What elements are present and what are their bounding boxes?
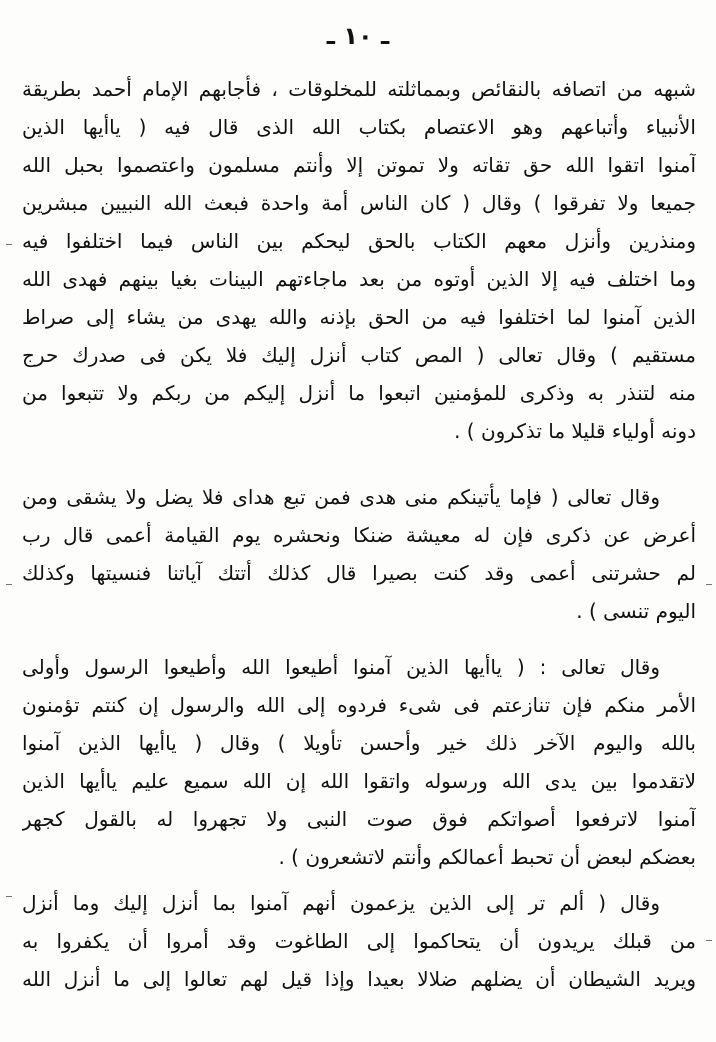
text-line: بعضكم لبعض أن تحبط أعمالكم وأنتم لاتشعرون ) .: [278, 845, 696, 869]
text-line: وقال تعالى ( فإما يأتينكم منى هدى فمن تبع هداى فلا يضل ولا يشقى ومن: [22, 485, 660, 509]
text-line: الأنبياء وأتباعهم وهو الاعتصام بكتاب الله الذى قال فيه ( ياأيها الذين: [22, 115, 696, 139]
margin-tick: [6, 584, 12, 585]
text-line: ويريد الشيطان أن يضلهم ضلالا بعيدا وإذا قيل لهم تعالوا إلى ما أنزل الله: [22, 967, 696, 991]
text-line: لم حشرتنى أعمى وقد كنت بصيرا قال كذلك أتتك آياتنا فنسيتها وكذلك: [22, 561, 696, 585]
text-line: اليوم تنسى ) .: [576, 599, 696, 623]
text-line: آمنوا اتقوا الله حق تقاته ولا تموتن إلا وأنتم مسلمون واعتصموا بحبل الله: [22, 153, 696, 177]
margin-tick: [6, 244, 12, 245]
text-line: شبهه من اتصافه بالنقائص وبمماثلته للمخلوقات ، فأجابهم الإمام أحمد بطريقة: [22, 77, 696, 101]
text-line: من قبلك يريدون أن يتحاكموا إلى الطاغوت وقد أمروا أن يكفروا به: [22, 929, 696, 953]
text-line: مستقيم ) وقال تعالى ( المص كتاب أنزل إليك فلا يكن فى صدرك حرج: [22, 343, 696, 367]
page-number: ـ ١٠ ـ: [326, 22, 390, 50]
text-line: وما اختلف فيه إلا الذين أوتوه من بعد ماجاءتهم البينات بغيا بينهم فهدى الله: [22, 267, 696, 291]
text-line: جميعا ولا تفرقوا ) وقال ( كان الناس أمة واحدة فبعث الله النبيين مبشرين: [22, 191, 696, 215]
text-line: الذين آمنوا لما اختلفوا فيه من الحق بإذنه والله يهدى من يشاء إلى صراط: [22, 305, 696, 329]
text-line: ومنذرين وأنزل معهم الكتاب بالحق ليحكم بين الناس فيما اختلفوا فيه: [22, 229, 696, 253]
text-line: وقال ( ألم تر إلى الذين يزعمون أنهم آمنوا بما أنزل إليك وما أنزل: [22, 891, 660, 915]
text-line: منه لتنذر به وذكرى للمؤمنين اتبعوا ما أنزل إليكم من ربكم ولا تتبعوا من: [22, 381, 696, 405]
text-line: لاتقدموا بين يدى الله ورسوله واتقوا الله إن الله سميع عليم ياأيها الذين: [22, 769, 696, 793]
margin-tick: [706, 940, 712, 941]
text-line: آمنوا لاترفعوا أصواتكم فوق صوت النبى ولا تجهروا له بالقول كجهر: [22, 807, 696, 831]
text-line: دونه أولياء قليلا ما تذكرون ) .: [454, 419, 696, 443]
margin-tick: [706, 584, 712, 585]
text-line: وقال تعالى : ( ياأيها الذين آمنوا أطيعوا الله وأطيعوا الرسول وأولى: [22, 655, 660, 679]
text-line: أعرض عن ذكرى فإن له معيشة ضنكا ونحشره يوم القيامة أعمى قال رب: [22, 523, 696, 547]
text-line: بالله واليوم الآخر ذلك خير وأحسن تأويلا ) وقال ( ياأيها الذين آمنوا: [22, 731, 696, 755]
text-line: الأمر منكم فإن تنازعتم فى شىء فردوه إلى الله والرسول إن كنتم تؤمنون: [22, 693, 696, 717]
margin-tick: [6, 896, 12, 897]
